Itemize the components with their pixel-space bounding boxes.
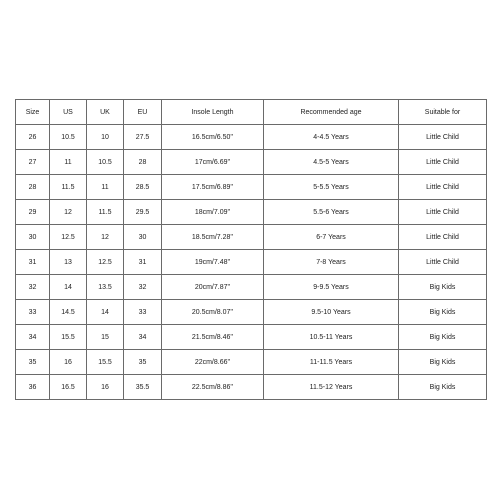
header-suitable-for: Suitable for [399,100,487,125]
cell-insole-length: 20.5cm/8.07'' [162,300,264,325]
table-row [16,300,487,325]
cell-uk: 12.5 [87,250,124,275]
cell-us: 14.5 [50,300,87,325]
cell-us: 16 [50,350,87,375]
table-row [16,275,487,300]
cell-suitable-for: Little Child [399,225,487,250]
size-chart-table [15,99,487,400]
cell-uk: 10.5 [87,150,124,175]
cell-eu: 29.5 [124,200,162,225]
cell-size: 26 [16,125,50,150]
table-row [16,175,487,200]
table-row [16,225,487,250]
cell-suitable-for: Little Child [399,250,487,275]
cell-suitable-for: Little Child [399,125,487,150]
cell-uk: 11.5 [87,200,124,225]
header-eu: EU [124,100,162,125]
cell-suitable-for: Big Kids [399,325,487,350]
cell-recommended-age: 10.5-11 Years [264,325,399,350]
cell-us: 12.5 [50,225,87,250]
cell-eu: 30 [124,225,162,250]
cell-uk: 12 [87,225,124,250]
table-header [16,100,487,125]
cell-size: 35 [16,350,50,375]
cell-insole-length: 18cm/7.09'' [162,200,264,225]
cell-eu: 28 [124,150,162,175]
cell-eu: 33 [124,300,162,325]
cell-us: 11.5 [50,175,87,200]
cell-recommended-age: 4-4.5 Years [264,125,399,150]
cell-recommended-age: 9-9.5 Years [264,275,399,300]
cell-eu: 35.5 [124,375,162,400]
cell-uk: 11 [87,175,124,200]
table-body [16,125,487,400]
cell-insole-length: 17.5cm/6.89'' [162,175,264,200]
cell-recommended-age: 11.5-12 Years [264,375,399,400]
cell-us: 10.5 [50,125,87,150]
cell-recommended-age: 6-7 Years [264,225,399,250]
cell-us: 12 [50,200,87,225]
cell-size: 32 [16,275,50,300]
header-size: Size [16,100,50,125]
cell-suitable-for: Little Child [399,200,487,225]
cell-suitable-for: Big Kids [399,275,487,300]
cell-suitable-for: Little Child [399,150,487,175]
cell-recommended-age: 9.5-10 Years [264,300,399,325]
table-row [16,325,487,350]
cell-eu: 34 [124,325,162,350]
cell-us: 15.5 [50,325,87,350]
cell-size: 28 [16,175,50,200]
cell-size: 34 [16,325,50,350]
cell-insole-length: 20cm/7.87'' [162,275,264,300]
cell-us: 13 [50,250,87,275]
cell-size: 31 [16,250,50,275]
cell-size: 29 [16,200,50,225]
cell-insole-length: 21.5cm/8.46'' [162,325,264,350]
cell-size: 33 [16,300,50,325]
table-row [16,375,487,400]
cell-us: 16.5 [50,375,87,400]
cell-uk: 10 [87,125,124,150]
table-row [16,150,487,175]
header-row [16,100,487,125]
cell-insole-length: 17cm/6.69'' [162,150,264,175]
cell-eu: 28.5 [124,175,162,200]
cell-insole-length: 22cm/8.66'' [162,350,264,375]
cell-uk: 16 [87,375,124,400]
table-row [16,125,487,150]
header-recommended-age: Recommended age [264,100,399,125]
cell-recommended-age: 5-5.5 Years [264,175,399,200]
cell-eu: 32 [124,275,162,300]
cell-us: 14 [50,275,87,300]
cell-suitable-for: Big Kids [399,300,487,325]
cell-suitable-for: Big Kids [399,375,487,400]
cell-eu: 35 [124,350,162,375]
header-us: US [50,100,87,125]
cell-insole-length: 19cm/7.48'' [162,250,264,275]
cell-eu: 31 [124,250,162,275]
cell-uk: 15.5 [87,350,124,375]
cell-suitable-for: Big Kids [399,350,487,375]
cell-uk: 15 [87,325,124,350]
cell-insole-length: 22.5cm/8.86'' [162,375,264,400]
table-row [16,250,487,275]
cell-recommended-age: 11-11.5 Years [264,350,399,375]
cell-insole-length: 18.5cm/7.28'' [162,225,264,250]
table-row [16,350,487,375]
cell-suitable-for: Little Child [399,175,487,200]
cell-recommended-age: 7-8 Years [264,250,399,275]
cell-size: 36 [16,375,50,400]
cell-eu: 27.5 [124,125,162,150]
cell-size: 27 [16,150,50,175]
cell-insole-length: 16.5cm/6.50'' [162,125,264,150]
cell-recommended-age: 5.5-6 Years [264,200,399,225]
header-uk: UK [87,100,124,125]
cell-uk: 14 [87,300,124,325]
cell-recommended-age: 4.5-5 Years [264,150,399,175]
table-row [16,200,487,225]
cell-us: 11 [50,150,87,175]
cell-uk: 13.5 [87,275,124,300]
header-insole-length: Insole Length [162,100,264,125]
cell-size: 30 [16,225,50,250]
